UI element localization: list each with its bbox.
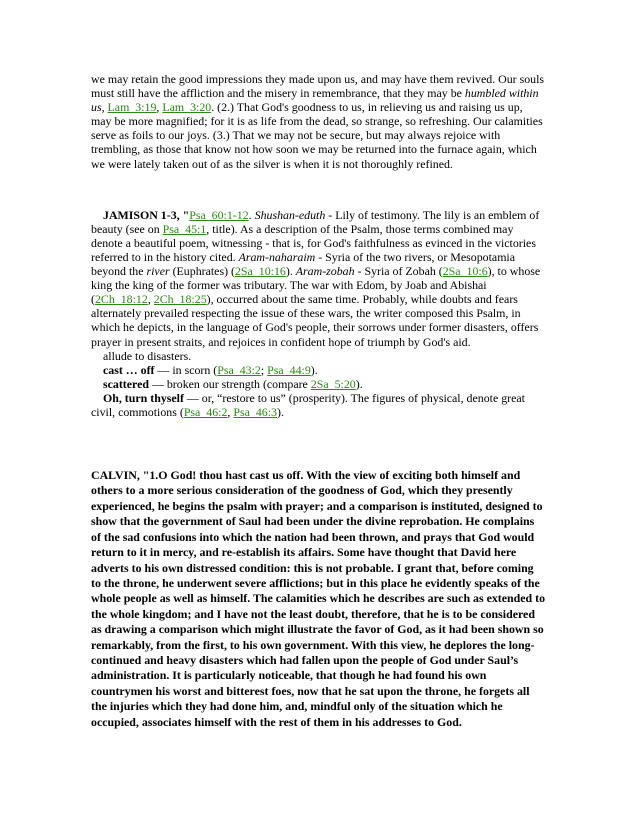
scripture-link[interactable]: Psa_43:2: [217, 362, 261, 377]
text-run: .: [248, 207, 255, 222]
emphasis-text: Aram-naharaim: [238, 249, 316, 264]
emphasis-text: Aram-zobah: [295, 264, 355, 279]
commentary-heading: JAMISON 1-3, ": [103, 207, 190, 222]
text-run: , title). As a description of the Psalm, those terms combined may denote a beautiful poem, witnessing - that is, for God's faithfulness as evinced in the victories referred to in the history cited.: [91, 221, 536, 264]
text-run: - Syria of the two rivers, or Mesopotamia beyond the: [91, 249, 516, 279]
scripture-link[interactable]: 2Ch_18:12: [94, 292, 148, 307]
scripture-link[interactable]: Psa_44:9: [267, 362, 311, 377]
text-run: . (2.) That God's goodness to us, in relieving us and raising us up, may be more magnified; for it is as life from the dead, so strange, so refreshing. Our calamities serve as foils to our joys. (3.) That we may not be secure, but may always rejoice with trembling, as those that know not how soon we may be returned into the furnace again, which we were lately taken out of as the silver is when it is not thoroughly refined.: [91, 100, 543, 171]
text-run: ).: [355, 376, 363, 391]
text-run: allude to disasters.: [103, 348, 192, 363]
text-run: (Euphrates) (: [169, 264, 235, 279]
note-line: [91, 349, 546, 363]
text-run: — or, “restore to us” (prosperity). The figures of physical, denote great civil, commotions (: [91, 390, 525, 419]
text-run: ), to whose king the king of the former was tributary. The war with Edom, by Joab and Abishai (: [91, 264, 541, 307]
jamison-paragraph: [91, 208, 546, 349]
scripture-link[interactable]: Psa_46:3: [233, 404, 277, 419]
calvin-paragraph: CALVIN, "1.O God! thou hast cast us off. With the view of exciting both himself and others to a more serious consideration of the goodness of God, which they presently experienced, he begins the psalm with prayer; and a comparison is instituted, designed to show that the government of Saul had been under the divine reprobation. He complains of the sad confusions into which the nation had been thrown, and prays that God would return to it in mercy, and re-establish its affairs. Some have thought that David here adverts to his own distressed condition: this is not probable. I grant that, before coming to the throne, he underwent severe afflictions; but in this place he evidently speaks of the whole people as well as himself. The calamities which he describes are such as extended to the whole kingdom; and I have not the least doubt, therefore, that he is to be considered as drawing a comparison which might illustrate the favor of God, as it had been shown so remarkably, from the first, to his own government. With this view, he deplores the long-continued and heavy disasters which had fallen upon the people of God under Saul’s administration. It is particularly noticeable, that though he had found his own countrymen his worst and bitterest foes, now that he sat upon the throne, he forgets all the injuries which they had done him, and, mindful only of the situation which he occupied, associates himself with the rest of them in his addresses to God.: [91, 468, 546, 729]
scripture-link[interactable]: 2Sa_10:6: [442, 264, 488, 279]
text-run: ).: [285, 264, 296, 279]
text-run: - Syria of Zobah (: [354, 264, 443, 279]
text-run: — broken our strength (compare: [149, 376, 311, 391]
scripture-link[interactable]: 2Sa_5:20: [310, 376, 356, 391]
emphasis-text: river: [146, 264, 170, 279]
emphasis-text: Shushan-eduth: [254, 207, 326, 222]
note-line: [91, 363, 546, 377]
text-run: ,: [227, 404, 234, 419]
note-line: [91, 391, 546, 419]
note-line: [91, 377, 546, 391]
note-term: scattered: [103, 376, 150, 391]
text-run: ;: [260, 362, 268, 377]
text-run: - Lily of testimony. The lily is an emblem of beauty (see on: [91, 207, 540, 236]
text-run: — in scorn (: [154, 362, 218, 377]
scripture-link[interactable]: 2Sa_10:16: [234, 264, 286, 279]
text-run: ).: [276, 404, 284, 419]
text-run: ), occurred about the same time. Probably, while doubts and fears alternately prevailed respecting the issue of these wars, the writer composed this Psalm, in which he depicts, in the language of God's people, their sorrows under former disasters, offers prayer in present straits, and rejoices in confident hope of triumph by God's aid.: [91, 292, 539, 349]
scripture-link[interactable]: Psa_45:1: [162, 221, 207, 236]
document-page: [91, 72, 546, 730]
henry-paragraph: [91, 72, 546, 171]
emphasis-text: humbled within us,: [91, 86, 539, 115]
text-run: ,: [147, 292, 154, 307]
note-term: Oh, turn thyself: [103, 390, 184, 405]
scripture-link[interactable]: Lam_3:20: [162, 100, 212, 115]
scripture-link[interactable]: Psa_46:2: [183, 404, 228, 419]
scripture-link[interactable]: Lam_3:19: [107, 100, 157, 115]
text-run: ,: [156, 100, 163, 115]
note-term: cast … off: [103, 362, 155, 377]
text-run: ).: [310, 362, 318, 377]
scripture-link[interactable]: Psa_60:1-12: [189, 207, 249, 222]
text-run: we may retain the good impressions they made upon us, and may have them revived. Our souls must still have the affliction and the misery in remembrance, that they may be: [91, 72, 545, 101]
scripture-link[interactable]: 2Ch_18:25: [153, 292, 207, 307]
